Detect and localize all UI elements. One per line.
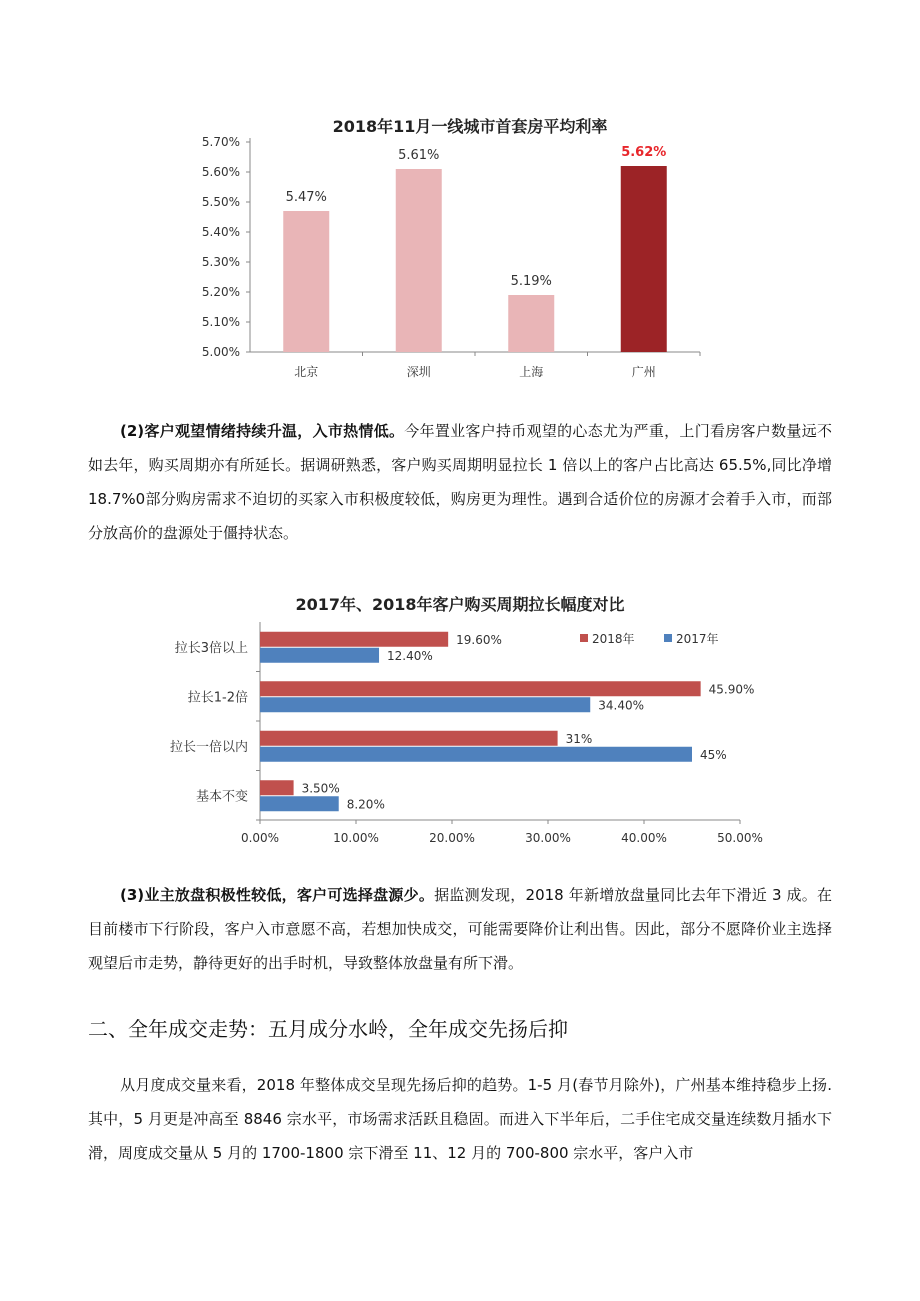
y-tick-label: 5.70% [201,135,240,149]
section-heading: 二、全年成交走势：五月成分水岭，全年成交先扬后抑 [88,1017,568,1041]
y-tick-label: 5.20% [201,285,240,299]
y-tick-label: 5.00% [201,345,240,359]
bar-value-label: 34.40% [598,698,645,713]
bar [260,796,339,811]
legend-label: 2017年 [676,632,719,646]
bar-value-label: 5.19% [510,274,552,289]
bar [260,731,558,746]
paragraph-body: 今年置业客户持币观望的心态尤为严重，上门看房客户数量远不如去年，购买周期亦有所延长。据调研熟悉，客户购买周期明显拉长 1 倍以上的客户占比高达 65.5%,同比净增 18.7%0部分购房需求不迫切的买家入市积极度较低，购房更为理性。遇到合适价位的房源才会着手入市，而部分放高价的盘源处于僵持状态。 [88,422,832,542]
bar [396,169,442,352]
rate-chart [180,108,720,388]
bar-value-label: 5.47% [285,190,327,205]
paragraph-body: 从月度成交量来看，2018 年整体成交呈现先扬后抑的趋势。1-5 月(春节月除外)，广州基本维持稳步上扬. 其中，5 月更是冲高至 8846 宗水平，市场需求活跃且稳固。而进入下半年后，二手住宅成交量连续数月插水下滑，周度成交量从 5 月的 1700-1800 宗下滑至 11、12 月的 700-800 宗水平，客户入市 [88,1076,832,1162]
y-tick-label: 5.30% [201,255,240,269]
paragraph-lead: (3)业主放盘积极性较低，客户可选择盘源少。 [120,886,435,904]
cycle-chart [150,586,770,862]
cycle-chart-title: 2017年、2018年客户购买周期拉长幅度对比 [295,595,625,614]
paragraph-body: 据监测发现，2018 年新增放盘量同比去年下滑近 3 成。在目前楼市下行阶段，客户入市意愿不高，若想加快成交，可能需要降价让利出售。因此，部分不愿降价业主选择观望后市走势，静待更好的出手时机，导致整体放盘量有所下滑。 [88,886,832,972]
y-tick-label: 5.10% [201,315,240,329]
bar-value-label: 3.50% [301,781,340,796]
y-tick-label: 拉长3倍以上 [174,640,248,656]
bar [508,295,554,352]
y-tick-label: 拉长1-2倍 [187,690,248,706]
legend-label: 2018年 [592,632,635,646]
rate-chart-title: 2018年11月一线城市首套房平均利率 [332,117,608,136]
bar-value-label: 19.60% [456,632,502,647]
bar-value-label: 8.20% [346,797,385,812]
y-tick-label: 拉长一倍以内 [169,739,248,755]
bar-value-label: 45.90% [708,682,755,697]
x-tick-label: 50.00% [717,831,763,845]
paragraph-customer-wait [88,414,832,550]
bar-value-label: 45% [700,747,727,762]
x-tick-label: 北京 [294,365,319,379]
y-tick-label: 5.50% [201,195,240,209]
legend-swatch [664,634,672,642]
bar [260,780,294,795]
rate-chart-svg [180,108,720,388]
bar-value-label: 5.61% [398,148,440,163]
paragraph-owner-listing [88,878,832,980]
x-tick-label: 10.00% [333,831,379,845]
paragraph-lead: (2)客户观望情绪持续升温，入市热情低。 [120,422,405,440]
y-tick-label: 5.40% [201,225,240,239]
bar [260,648,379,663]
x-tick-label: 深圳 [406,365,431,379]
bar [260,681,701,696]
x-tick-label: 上海 [519,365,544,379]
bar [260,632,448,647]
bar [260,697,590,712]
legend-swatch [580,634,588,642]
bar [260,747,692,762]
x-tick-label: 0.00% [240,831,280,845]
bar-value-label: 5.62% [621,145,667,160]
x-tick-label: 20.00% [429,831,475,845]
paragraph-monthly-trend [88,1068,832,1170]
x-tick-label: 广州 [631,365,656,379]
bar-value-label: 12.40% [387,648,433,663]
bar-value-label: 31% [565,731,593,746]
x-tick-label: 30.00% [525,831,571,845]
bar [283,211,329,352]
y-tick-label: 5.60% [201,165,240,179]
bar [621,166,667,352]
cycle-chart-svg [150,586,770,862]
x-tick-label: 40.00% [621,831,667,845]
y-tick-label: 基本不变 [195,789,248,805]
